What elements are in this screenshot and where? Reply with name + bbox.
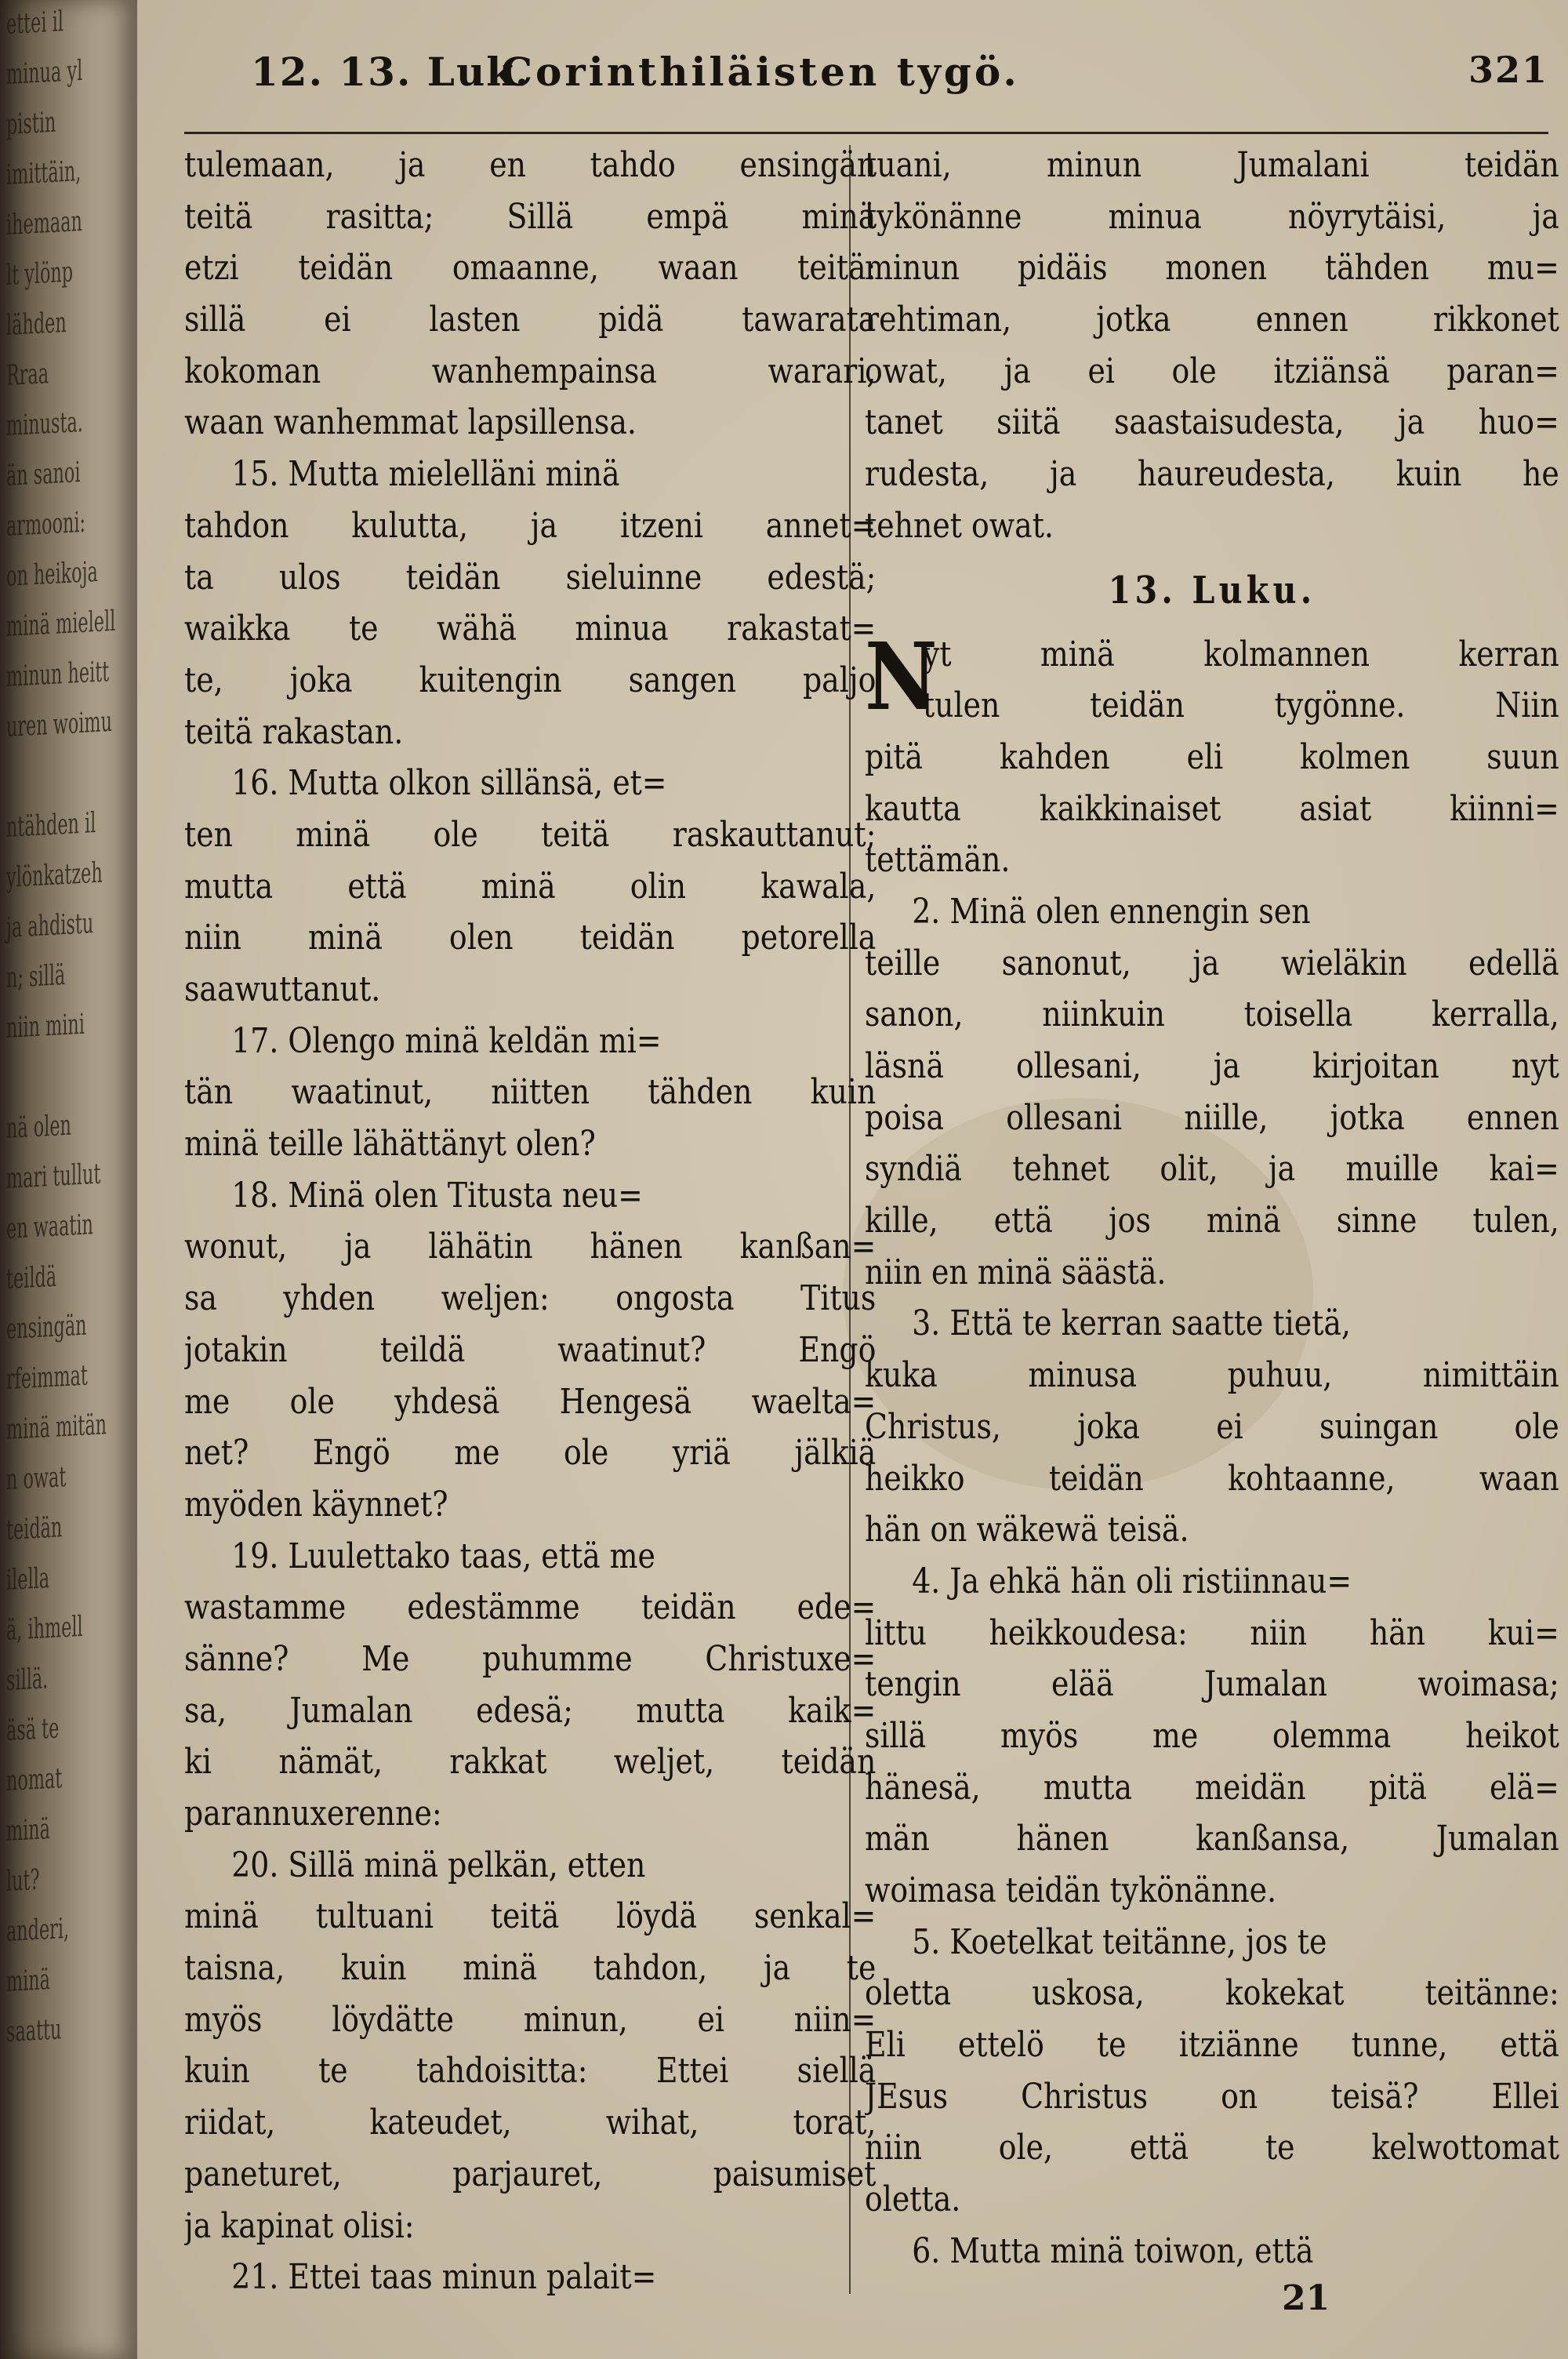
right-column xyxy=(865,140,1559,2277)
chapter-heading: 13. Luku. xyxy=(1108,568,1316,612)
book-page xyxy=(137,0,1568,2359)
text-line: syndiä tehnet olit, ja muille kai= xyxy=(865,1149,1559,1190)
right-column-bottom xyxy=(865,732,1559,2277)
bleed-line: on heikoja xyxy=(6,555,98,593)
text-line: etzi teidän omaanne, waan teitä: xyxy=(184,248,877,289)
text-line: waan wanhemmat lapsillensa. xyxy=(184,402,637,443)
text-line: minä teille lähättänyt olen? xyxy=(184,1124,596,1165)
signature-mark: 21 xyxy=(1282,2278,1330,2318)
verse-start-line: 19. Luulettako taas, että me xyxy=(231,1536,655,1576)
verse-start-line: 5. Koetelkat teitänne, jos te xyxy=(912,1921,1327,1962)
previous-page-edge xyxy=(0,0,137,2359)
text-line: paneturet, parjauret, paisumiset xyxy=(184,2154,877,2194)
text-line: tahdon kulutta, ja itzeni annet= xyxy=(184,505,877,546)
bleed-line: niin mini xyxy=(6,1008,85,1045)
bleed-line: n; sillä xyxy=(6,959,66,994)
text-line: hänesä, mutta meidän pitä elä= xyxy=(865,1767,1559,1808)
text-line: minun pidäis monen tähden mu= xyxy=(865,248,1559,289)
bleed-line: minua yl xyxy=(6,54,83,91)
text-line: waikka te wähä minua rakastat= xyxy=(184,609,877,649)
text-line: myöden käynnet? xyxy=(184,1484,448,1525)
text-line: oletta. xyxy=(865,2179,961,2220)
bleed-line: rfeimmat xyxy=(6,1359,88,1396)
bleed-line: nä olen xyxy=(6,1109,71,1145)
text-line: tuani, minun Jumalani teidän xyxy=(865,145,1559,185)
previous-page-bleed-text xyxy=(6,0,116,2058)
text-line: me ole yhdesä Hengesä waelta= xyxy=(184,1381,877,1422)
text-line: jotakin teildä waatinut? Engö xyxy=(184,1329,877,1370)
text-line: JEsus Christus on teisä? Ellei xyxy=(865,2076,1559,2117)
bleed-line: sillä. xyxy=(6,1663,49,1697)
text-line: tän waatinut, niitten tähden kuin xyxy=(184,1072,877,1113)
bleed-line: lut? xyxy=(6,1863,40,1898)
running-header xyxy=(251,49,1548,104)
verse-start-line: 20. Sillä minä pelkän, etten xyxy=(231,1845,646,1885)
verse-start-line: 15. Mutta mielelläni minä xyxy=(231,454,620,495)
verse-start-line: 4. Ja ehkä hän oli ristiinnau= xyxy=(912,1561,1352,1601)
bleed-line: uren woimu xyxy=(6,705,112,743)
text-line: niin ole, että te kelwottomat xyxy=(865,2128,1559,2168)
text-line: sillä myös me olemma heikot xyxy=(865,1715,1559,1756)
bleed-line: Rraa xyxy=(6,358,49,392)
bleed-line: pistin xyxy=(6,106,56,141)
text-line: Eli ettelö te itziänne tunne, että xyxy=(865,2025,1559,2066)
text-line: ja kapinat olisi: xyxy=(184,2205,415,2246)
bleed-line: imittäin, xyxy=(6,155,82,191)
text-line: sanon, niinkuin toisella kerralla, xyxy=(865,994,1559,1035)
text-line: mutta että minä olin kawala, xyxy=(184,866,877,907)
verse-start-line: 6. Mutta minä toiwon, että xyxy=(912,2230,1314,2271)
text-line: myös löydätte minun, ei niin= xyxy=(184,1999,877,2040)
bleed-line: saattu xyxy=(6,2013,62,2048)
bleed-line: anderi, xyxy=(6,1912,70,1948)
text-line: kautta kaikkinaiset asiat kiinni= xyxy=(865,788,1559,829)
text-line: tanet siitä saastaisudesta, ja huo= xyxy=(865,402,1559,443)
bleed-line: nomat xyxy=(6,1762,63,1797)
text-line: oletta uskosa, kokekat teitänne: xyxy=(865,1973,1559,2014)
text-line: rehtiman, jotka ennen rikkonet xyxy=(865,300,1559,340)
text-line: woimasa teidän tykönänne. xyxy=(865,1870,1277,1910)
bleed-line: mari tullut xyxy=(6,1158,101,1195)
bleed-line: minä mielell xyxy=(6,605,116,643)
text-line: kuka minusa puhuu, nimittäin xyxy=(865,1355,1559,1396)
bleed-line: minä mitän xyxy=(6,1408,107,1446)
bleed-line xyxy=(6,749,84,803)
verse-start-line: 2. Minä olen ennengin sen xyxy=(912,891,1311,932)
bleed-line: ihemaan xyxy=(6,205,82,242)
text-line: littu heikkoudesa: niin hän kui= xyxy=(865,1612,1559,1653)
header-title: Corinthiläisten tygö. xyxy=(501,49,1020,95)
verse-start-line: 18. Minä olen Titusta neu= xyxy=(231,1175,643,1216)
bleed-line: ilella xyxy=(6,1562,50,1597)
text-line: sillä ei lasten pidä tawarata xyxy=(184,300,877,340)
text-line: rudesta, ja haureudesta, kuin he xyxy=(865,454,1559,495)
text-line: teitä rasitta; Sillä empä minä xyxy=(184,196,877,237)
text-line: saawuttanut. xyxy=(184,969,381,1009)
bleed-line: äsä te xyxy=(6,1712,60,1747)
bleed-line: minusta. xyxy=(6,405,83,442)
text-line: poisa ollesani niille, jotka ennen xyxy=(865,1097,1559,1138)
text-line: niin en minä säästä. xyxy=(865,1252,1167,1292)
text-line: parannuxerenne: xyxy=(184,1794,442,1834)
bleed-line: armooni: xyxy=(6,506,86,543)
text-line: Christus, joka ei suingan ole xyxy=(865,1406,1559,1447)
text-line: män hänen kanßansa, Jumalan xyxy=(865,1819,1559,1859)
bleed-line: lt ylönp xyxy=(6,256,74,292)
verse-start-line: 21. Ettei taas minun palait= xyxy=(231,2257,657,2298)
bleed-line: ensingän xyxy=(6,1309,87,1346)
bleed-line: minun heitt xyxy=(6,656,110,693)
text-line: ten minä ole teitä raskauttanut; xyxy=(184,814,877,855)
text-line: yt minä kolmannen kerran xyxy=(922,634,1559,674)
bleed-line: än sanoi xyxy=(6,456,81,493)
text-line: kokoman wanhempainsa warari, xyxy=(184,351,877,391)
text-line: net? Engö me ole yriä jälkiä xyxy=(184,1433,877,1474)
text-line: riidat, kateudet, wihat, torat, xyxy=(184,2103,877,2143)
text-line: taisna, kuin minä tahdon, ja te xyxy=(184,1948,877,1989)
text-line: hän on wäkewä teisä. xyxy=(865,1510,1189,1550)
text-line: kuin te tahdoisitta: Ettei siellä xyxy=(184,2051,877,2092)
text-line: tettämän. xyxy=(865,840,1011,881)
bleed-line: ja ahdistu xyxy=(6,907,94,944)
text-line: minä tultuani teitä löydä senkal= xyxy=(184,1896,877,1937)
text-line: tulemaan, ja en tahdo ensingän xyxy=(184,145,877,185)
bleed-line: en waatin xyxy=(6,1209,93,1245)
text-line: tulen teidän tygönne. Niin xyxy=(922,685,1559,726)
text-line: tehnet owat. xyxy=(865,505,1054,546)
bleed-line xyxy=(6,1050,84,1104)
bleed-line: ntähden il xyxy=(6,807,96,844)
left-column xyxy=(184,140,876,2303)
bleed-line: ä, ihmell xyxy=(6,1610,83,1647)
bleed-line: n owat xyxy=(6,1461,67,1496)
text-line: sa, Jumalan edesä; mutta kaik= xyxy=(184,1690,877,1731)
bleed-line: lähden xyxy=(6,306,67,342)
verse-start-line: 3. Että te kerran saatte tietä, xyxy=(912,1303,1351,1344)
text-line: te, joka kuitengin sangen paljo xyxy=(184,660,877,700)
text-line: tengin elää Jumalan woimasa; xyxy=(865,1664,1559,1705)
text-line: ki nämät, rakkat weljet, teidän xyxy=(184,1742,877,1783)
bleed-line: minä xyxy=(6,1813,50,1848)
text-line: sänne? Me puhumme Christuxe= xyxy=(184,1638,877,1679)
chapter-opening xyxy=(865,621,1559,732)
bleed-line: teildä xyxy=(6,1260,57,1296)
text-line: heikko teidän kohtaanne, waan xyxy=(865,1458,1559,1499)
header-rule xyxy=(184,132,1548,134)
text-line: niin minä olen teidän petorella xyxy=(184,918,877,958)
drop-cap: N xyxy=(865,621,938,731)
header-chapters: 12. 13. Luk. xyxy=(251,49,531,95)
verse-start-line: 16. Mutta olkon sillänsä, et= xyxy=(231,763,667,804)
text-line: kille, että jos minä sinne tulen, xyxy=(865,1201,1559,1241)
text-line: teitä rakastan. xyxy=(184,711,404,752)
verse-start-line: 17. Olengo minä keldän mi= xyxy=(231,1020,662,1061)
bleed-line: teidän xyxy=(6,1511,63,1547)
text-line: sa yhden weljen: ongosta Titus xyxy=(184,1278,877,1319)
bleed-line: ettei il xyxy=(6,5,64,42)
text-line: wonut, ja lähätin hänen kanßan= xyxy=(184,1227,877,1267)
bleed-line: ylönkatzeh xyxy=(6,856,103,894)
text-line: ta ulos teidän sieluinne edestä; xyxy=(184,557,877,598)
text-line: läsnä ollesani, ja kirjoitan nyt xyxy=(865,1046,1559,1086)
text-line: teille sanonut, ja wieläkin edellä xyxy=(865,943,1559,983)
text-line: wastamme edestämme teidän ede= xyxy=(184,1587,877,1628)
bleed-line: minä xyxy=(6,1964,50,1998)
page-number: 321 xyxy=(1468,49,1548,91)
text-line: tykönänne minua nöyrytäisi, ja xyxy=(865,196,1559,237)
right-column-top xyxy=(865,140,1559,552)
text-line: pitä kahden eli kolmen suun xyxy=(865,736,1559,777)
text-line: owat, ja ei ole itziänsä paran= xyxy=(865,351,1559,391)
